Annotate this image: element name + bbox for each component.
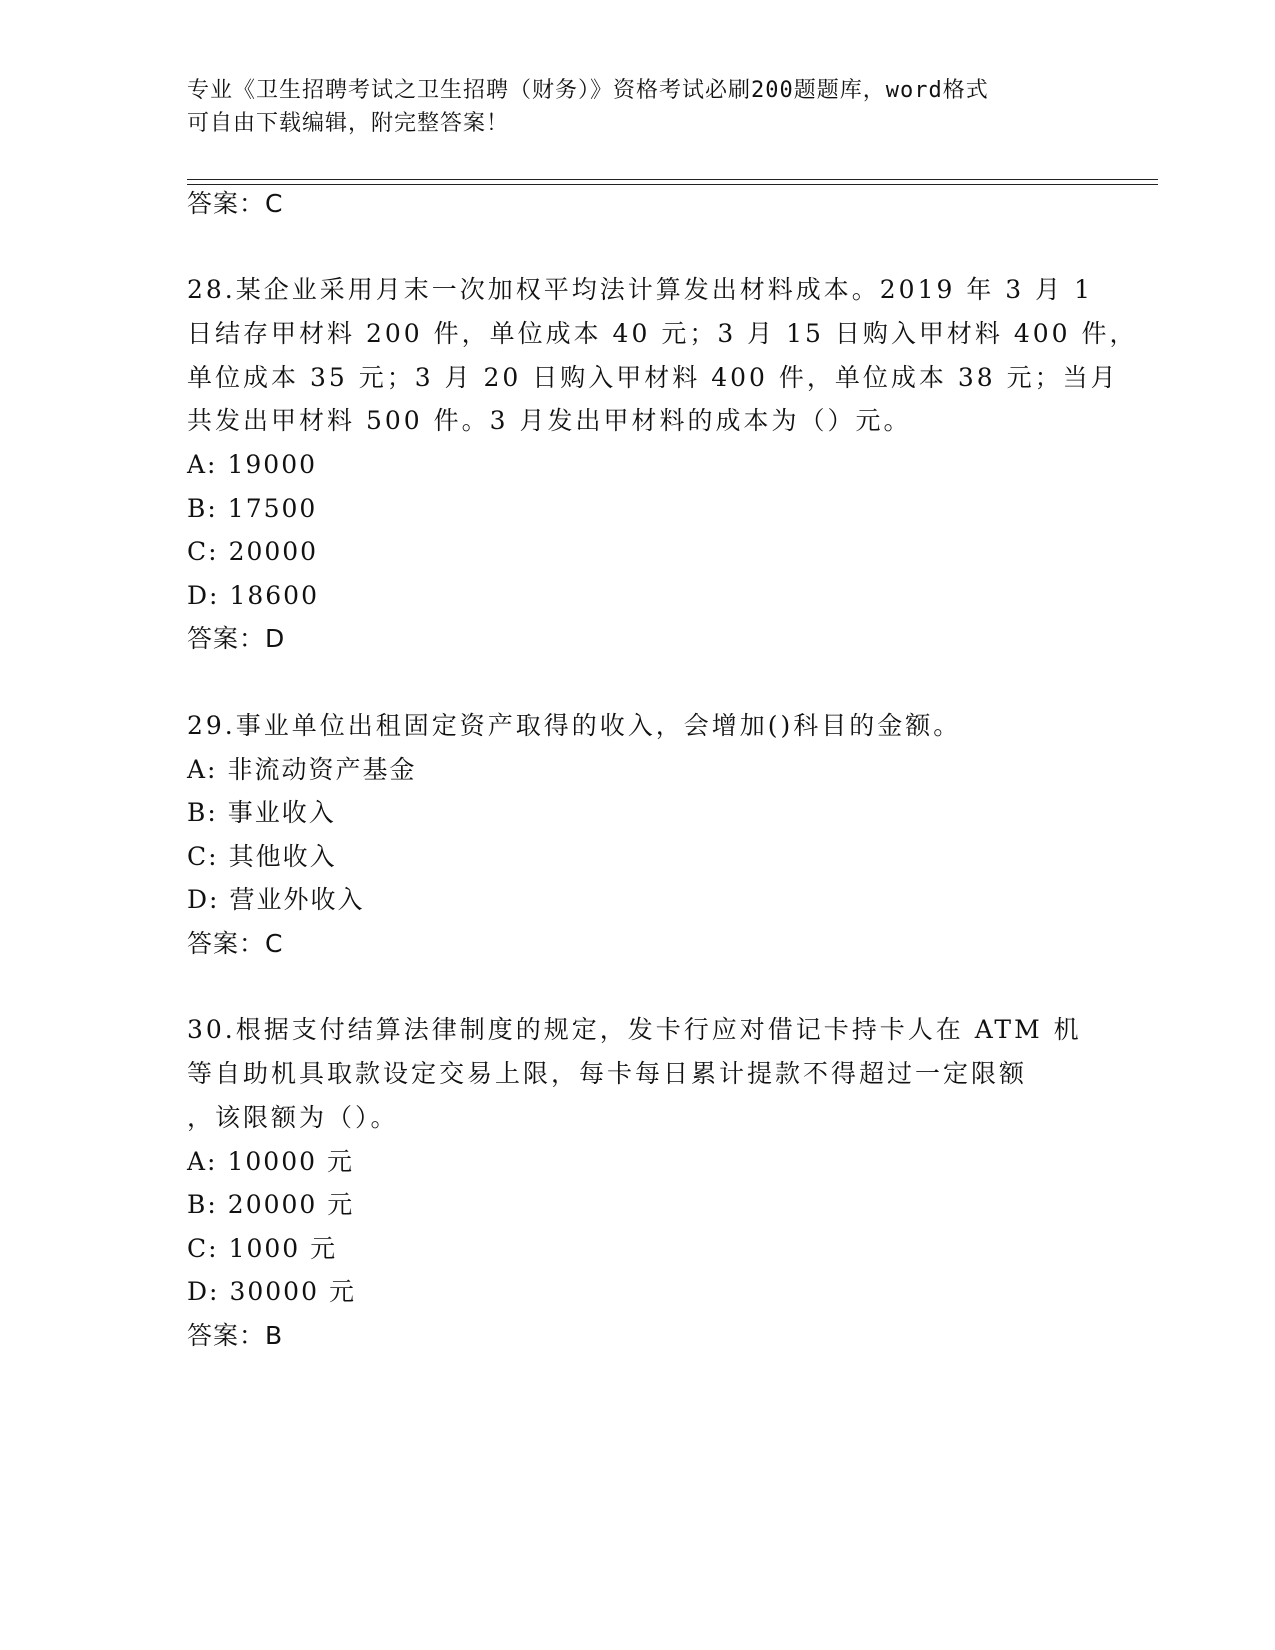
option-key: A: <box>187 450 218 479</box>
header-rule-top <box>187 179 1158 180</box>
question-30-answer: 答案：B <box>187 1321 284 1350</box>
question-29-option-b <box>187 796 336 830</box>
option-key: D: <box>187 1277 220 1306</box>
question-28-line-2: 日结存甲材料 200 件，单位成本 40 元；3 月 15 日购入甲材料 400 件， <box>187 319 1138 348</box>
option-key: B: <box>187 798 218 827</box>
option-value: 17500 <box>227 494 318 523</box>
option-key: C: <box>187 1234 219 1263</box>
option-key: B: <box>187 1190 218 1219</box>
question-29-line-1: 29.事业单位出租固定资产取得的收入，会增加()科目的金额。 <box>187 711 962 740</box>
question-28-answer: 答案：D <box>187 624 286 653</box>
question-30-line-2: 等自助机具取款设定交易上限，每卡每日累计提款不得超过一定限额 <box>187 1059 1028 1088</box>
option-value: 20000 元 <box>227 1190 355 1219</box>
question-30-line-1: 30.根据支付结算法律制度的规定，发卡行应对借记卡持卡人在 ATM 机 <box>187 1015 1082 1044</box>
option-value: 20000 <box>228 537 319 566</box>
option-key: B: <box>187 494 218 523</box>
option-value: 1000 元 <box>228 1234 338 1263</box>
question-30-option-d <box>187 1275 356 1309</box>
question-29-option-c <box>187 840 337 874</box>
document-header <box>187 74 1087 140</box>
question-29-option-a <box>187 753 417 787</box>
question-30-line-3: ，该限额为（）。 <box>187 1103 399 1132</box>
question-29-answer: 答案：C <box>187 929 284 958</box>
option-value: 非流动资产基金 <box>227 755 417 784</box>
question-28-line-4: 共发出甲材料 500 件。3 月发出甲材料的成本为（）元。 <box>187 406 912 435</box>
question-28-option-b <box>187 492 317 526</box>
question-28-line-3: 单位成本 35 元；3 月 20 日购入甲材料 400 件，单位成本 38 元；当月 <box>187 363 1119 392</box>
previous-answer: 答案：C <box>187 189 284 218</box>
option-key: A: <box>187 755 218 784</box>
option-value: 营业外收入 <box>229 885 365 914</box>
question-28-line-1: 28.某企业采用月末一次加权平均法计算发出材料成本。2019 年 3 月 1 <box>187 275 1093 304</box>
question-28-option-a <box>187 448 317 482</box>
option-value: 30000 元 <box>229 1277 356 1306</box>
question-30-option-c <box>187 1232 337 1266</box>
option-key: D: <box>187 885 220 914</box>
option-value: 10000 元 <box>227 1147 354 1176</box>
option-value: 事业收入 <box>227 798 336 827</box>
option-key: C: <box>187 842 219 871</box>
option-value: 其他收入 <box>228 842 337 871</box>
option-key: A: <box>187 1147 218 1176</box>
option-value: 18600 <box>229 581 319 610</box>
option-key: C: <box>187 537 219 566</box>
question-29-option-d <box>187 883 364 917</box>
header-rule-bottom <box>187 184 1158 185</box>
header-line-1: 专业《卫生招聘考试之卫生招聘（财务）》资格考试必刷200题题库，word格式 <box>187 78 989 103</box>
question-28-option-d <box>187 579 319 613</box>
option-value: 19000 <box>227 450 318 479</box>
option-key: D: <box>187 581 220 610</box>
header-line-2: 可自由下载编辑，附完整答案！ <box>187 111 510 136</box>
question-28-option-c <box>187 535 318 569</box>
question-30-option-a <box>187 1145 354 1179</box>
question-30-option-b <box>187 1188 354 1222</box>
